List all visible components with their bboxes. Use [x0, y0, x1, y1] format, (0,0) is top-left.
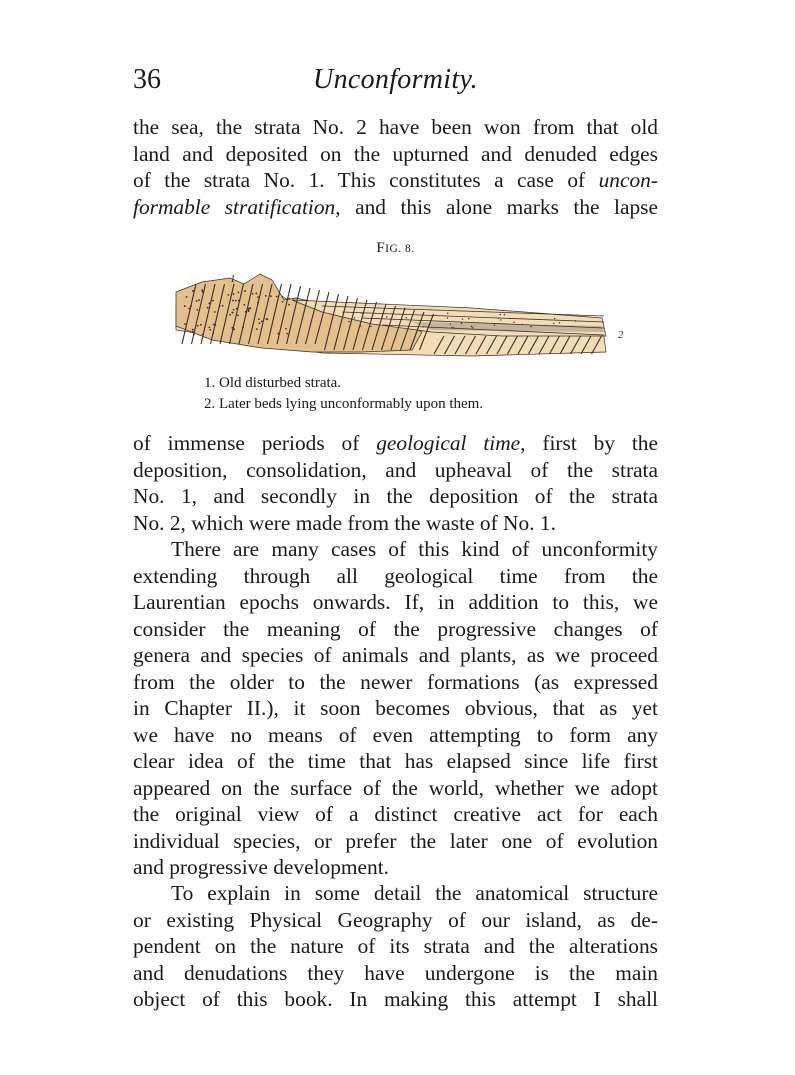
- stipple-dot: [233, 293, 235, 295]
- text-line: in Chapter II.), it soon becomes obvious, that as yet: [133, 696, 658, 720]
- text-line: and progressive development.: [133, 855, 390, 879]
- stipple-dot: [227, 294, 229, 296]
- stipple-dot: [231, 311, 233, 313]
- stipple-dot: [214, 311, 216, 313]
- stipple-dot: [386, 316, 387, 317]
- stipple-dot: [202, 333, 204, 335]
- stipple-dot: [236, 308, 238, 310]
- stipple-dot: [285, 328, 287, 330]
- stipple-dot: [229, 314, 231, 316]
- stipple-dot: [276, 296, 278, 298]
- stipple-dot: [258, 318, 260, 320]
- text-line: of the strata No. 1. This constitutes a case of uncon-: [133, 168, 658, 192]
- stipple-dot: [521, 324, 522, 325]
- stipple-dot: [451, 327, 452, 328]
- stipple-dot: [244, 290, 246, 292]
- stipple-dot: [184, 323, 186, 325]
- stipple-dot: [422, 326, 423, 327]
- stipple-dot: [554, 318, 555, 319]
- text-line: we have no means of even attempting to form any: [133, 722, 658, 747]
- page-header: [133, 62, 658, 102]
- geological-cross-section-figure: [172, 270, 632, 370]
- text-line: the sea, the strata No. 2 have been won from that old: [133, 115, 658, 139]
- text-line: land and deposited on the upturned and denuded edges: [133, 141, 658, 166]
- stipple-dot: [238, 300, 240, 302]
- text-line: consider the meaning of the progressive changes of: [133, 616, 658, 641]
- page-number: 36: [133, 64, 161, 95]
- text-line: No. 2, which were made from the waste of No. 1.: [133, 510, 556, 535]
- stipple-dot: [235, 300, 237, 302]
- text-line: Laurentian epochs onwards. If, in addition to this, we: [133, 590, 658, 614]
- stipple-dot: [196, 300, 198, 302]
- stipple-dot: [270, 295, 272, 297]
- stipple-dot: [504, 314, 505, 315]
- text-line: clear idea of the time that has elapsed since life first: [133, 749, 658, 773]
- stipple-dot: [213, 324, 215, 326]
- stipple-dot: [219, 305, 221, 307]
- stipple-dot: [360, 325, 361, 326]
- text-line: and denudations they have undergone is the main: [133, 960, 658, 985]
- stipple-dot: [462, 318, 463, 319]
- text-line: object of this book. In making this attempt I shall: [133, 987, 658, 1011]
- text-line: No. 1, and secondly in the deposition of the strata: [133, 484, 658, 508]
- stipple-dot: [255, 293, 257, 295]
- legend-item-2: 2. Later beds lying unconformably upon them.: [204, 396, 484, 412]
- stipple-dot: [354, 317, 355, 318]
- stipple-dot: [447, 317, 448, 318]
- stipple-dot: [450, 323, 451, 324]
- stipple-dot: [370, 326, 371, 327]
- paragraph-after-figure: [133, 430, 658, 536]
- stipple-dot: [575, 320, 576, 321]
- stipple-dot: [265, 318, 267, 320]
- stipple-dot: [447, 313, 448, 314]
- stipple-dot: [201, 289, 203, 291]
- stipple-dot: [453, 327, 454, 328]
- stipple-dot: [232, 300, 234, 302]
- stipple-dot: [207, 307, 209, 309]
- stipple-dot: [278, 333, 280, 335]
- stipple-dot: [202, 291, 204, 293]
- stipple-dot: [461, 323, 462, 324]
- figure-label: FIG. 8.: [376, 240, 415, 256]
- stipple-dot: [198, 299, 200, 301]
- stipple-dot: [242, 326, 244, 328]
- stipple-dot: [192, 331, 194, 333]
- stipple-dot: [208, 326, 210, 328]
- stipple-dot: [499, 314, 500, 315]
- stipple-dot: [231, 327, 233, 329]
- stipple-dot: [553, 323, 554, 324]
- stipple-dot: [256, 328, 258, 330]
- stipple-dot: [222, 305, 224, 307]
- stipple-dot: [212, 300, 214, 302]
- text-line: individual species, or prefer the later one of evolution: [133, 828, 658, 853]
- text-line: To explain in some detail the anatomical structure: [171, 881, 658, 905]
- stipple-dot: [237, 291, 239, 293]
- text-line: or existing Physical Geography of our island, as de-: [133, 907, 658, 932]
- stipple-dot: [259, 322, 261, 324]
- stipple-dot: [192, 329, 194, 331]
- stipple-dot: [498, 318, 499, 319]
- stipple-dot: [288, 304, 290, 306]
- paragraph-top: [133, 114, 658, 220]
- stipple-dot: [249, 307, 251, 309]
- stipple-dot: [245, 311, 247, 313]
- text-line: genera and species of animals and plants, as we proceed: [133, 643, 658, 667]
- stipple-dot: [248, 310, 250, 312]
- stipple-dot: [500, 319, 501, 320]
- text-line: formable stratification, and this alone marks the lapse: [133, 194, 658, 219]
- text-line: from the older to the newer formations (as expressed: [133, 669, 658, 694]
- stipple-dot: [193, 334, 195, 336]
- stipple-dot: [237, 314, 239, 316]
- stipple-dot: [209, 329, 211, 331]
- stipple-dot: [282, 301, 284, 303]
- text-line: appeared on the surface of the world, whether we adopt: [133, 775, 658, 800]
- stipple-dot: [471, 326, 472, 327]
- stipple-dot: [243, 304, 245, 306]
- stipple-dot: [184, 305, 186, 307]
- stipple-dot: [212, 332, 214, 334]
- legend-item-1: 1. Old disturbed strata.: [204, 375, 342, 391]
- stipple-dot: [406, 317, 407, 318]
- stipple-dot: [208, 302, 210, 304]
- stipple-dot: [200, 324, 202, 326]
- stipple-dot: [265, 295, 267, 297]
- stipple-dot: [286, 333, 288, 335]
- text-line: extending through all geological time from the: [133, 563, 658, 588]
- paragraph-unconformity-cases: [133, 536, 658, 881]
- stipple-dot: [233, 309, 235, 311]
- stipple-dot: [192, 290, 194, 292]
- stipple-dot: [186, 296, 188, 298]
- stipple-dot: [361, 312, 362, 313]
- stipple-dot: [513, 322, 514, 323]
- text-line: of immense periods of geological time, first by the: [133, 431, 658, 455]
- text-line: deposition, consolidation, and upheaval of the strata: [133, 457, 658, 482]
- stipple-dot: [214, 324, 216, 326]
- text-line: There are many cases of this kind of unconformity: [171, 537, 658, 561]
- stipple-dot: [190, 305, 192, 307]
- stipple-dot: [257, 296, 259, 298]
- stipple-dot: [196, 309, 198, 311]
- stipple-dot: [261, 320, 263, 322]
- figure-marker-1: 1: [230, 273, 236, 285]
- stipple-dot: [252, 293, 254, 295]
- stipple-dot: [559, 322, 560, 323]
- stipple-dot: [494, 325, 495, 326]
- stipple-dot: [257, 302, 259, 304]
- running-title: Unconformity.: [313, 64, 478, 95]
- stipple-dot: [472, 327, 473, 328]
- stipple-dot: [233, 328, 235, 330]
- text-line: pendent on the nature of its strata and the alterations: [133, 934, 658, 958]
- text-line: the original view of a distinct creative act for each: [133, 802, 658, 826]
- stipple-dot: [530, 326, 531, 327]
- stipple-dot: [288, 298, 290, 300]
- paragraph-book-object: [133, 880, 658, 1013]
- stipple-dot: [468, 318, 469, 319]
- stipple-dot: [197, 325, 199, 327]
- figure-marker-2: 2: [618, 329, 624, 341]
- figure-legend: [204, 373, 624, 415]
- stipple-dot: [188, 308, 190, 310]
- stipple-dot: [348, 321, 349, 322]
